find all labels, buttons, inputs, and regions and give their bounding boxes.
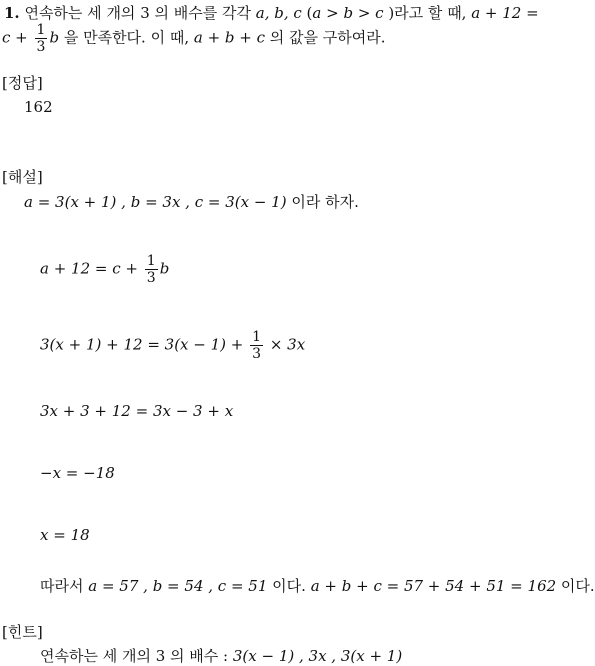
math: a + 12 = c + [40, 259, 138, 278]
problem-text: )라고 할 때, [383, 4, 472, 22]
math: a + 12 = [471, 4, 539, 22]
math: 3(x − 1) , 3x , 3(x + 1) [232, 647, 403, 665]
math: a, b, c [255, 4, 302, 22]
equation-2 [40, 330, 305, 361]
fraction [145, 254, 158, 285]
math: a > b > c [312, 4, 384, 22]
math: c + [2, 28, 28, 47]
math: × 3x [269, 335, 306, 354]
equation-1 [40, 254, 169, 285]
equation-5: x = 18 [40, 526, 90, 544]
equation-3: 3x + 3 + 12 = 3x − 3 + x [40, 402, 234, 420]
math: a + b + c = 57 + 54 + 51 = 162 [310, 577, 557, 595]
solution-text: 따라서 [40, 577, 89, 595]
problem-text: 연속하는 세 개의 3 의 배수를 각각 [24, 4, 256, 22]
math: b [49, 28, 60, 47]
fraction-denominator: 3 [146, 270, 156, 286]
solution-text: 이라 하자. [286, 193, 359, 211]
answer-value: 162 [24, 98, 53, 116]
problem-number: 1. [4, 4, 20, 22]
answer-label: [정답] [2, 74, 43, 92]
equation-4: −x = −18 [40, 464, 115, 482]
math: 3(x + 1) + 12 = 3(x − 1) + [40, 335, 244, 354]
fraction [35, 23, 48, 54]
hint-text-prefix: 연속하는 세 개의 3 의 배수 : [40, 647, 233, 665]
problem-text: ( [301, 4, 313, 22]
fraction [250, 330, 263, 361]
math: a = 57 , b = 54 , c = 51 [88, 577, 268, 595]
problem-text: 을 만족한다. 이 때, [59, 28, 194, 47]
fraction-numerator: 1 [146, 253, 156, 269]
solution-text: 이다. [267, 577, 311, 595]
fraction-denominator: 3 [252, 346, 262, 362]
hint-text [40, 645, 402, 666]
math: a + b + c [193, 28, 266, 47]
problem-line-2 [2, 23, 386, 54]
problem-line-1 [4, 2, 539, 23]
solution-label: [해설] [2, 168, 43, 186]
solution-text: 이다. [556, 577, 595, 595]
fraction-numerator: 1 [36, 22, 46, 38]
problem-text: 의 값을 구하여라. [265, 28, 386, 47]
math: a = 3(x + 1) , b = 3x , c = 3(x − 1) [24, 193, 287, 211]
hint-label: [힌트] [2, 623, 43, 641]
fraction-numerator: 1 [252, 329, 262, 345]
fraction-denominator: 3 [36, 39, 46, 55]
math: b [159, 259, 170, 278]
solution-conclusion [40, 575, 595, 596]
solution-intro [24, 191, 359, 212]
